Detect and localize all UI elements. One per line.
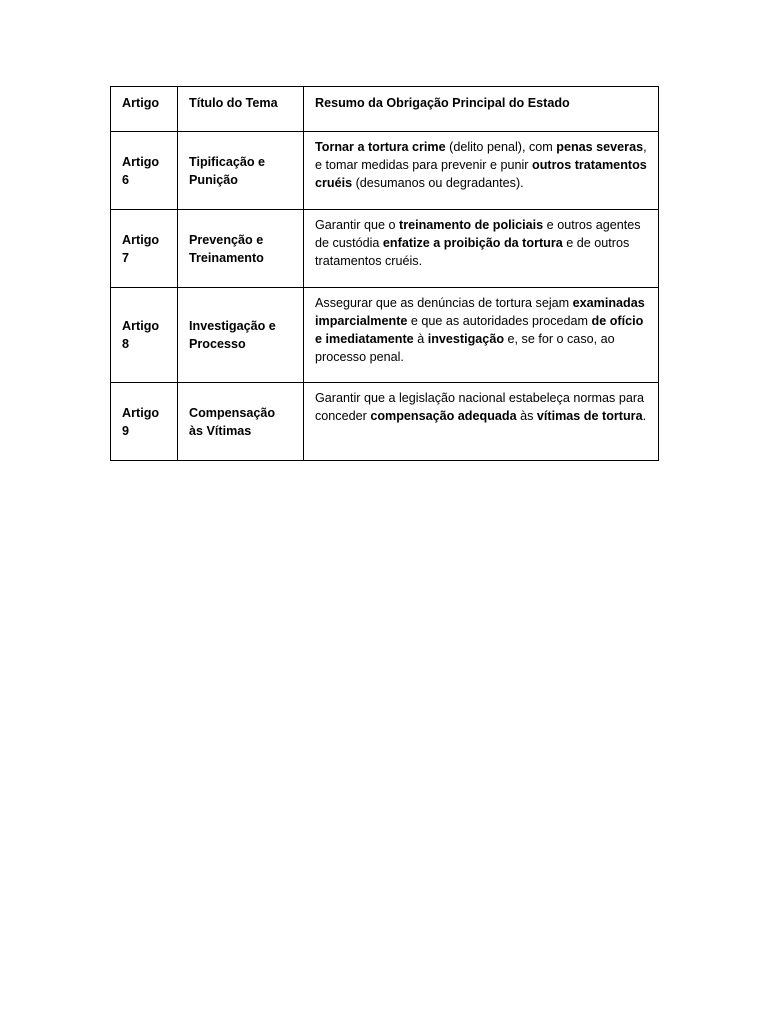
title-cell: Tipificação e Punição: [178, 132, 304, 210]
summary-cell: [304, 288, 659, 383]
summary-emphasis: treinamento de policiais: [399, 218, 544, 232]
summary-emphasis: outros tratamentos cruéis: [315, 158, 647, 190]
summary-cell: [304, 383, 659, 461]
summary-text: Garantir que a legislação nacional estabeleça normas para conceder: [315, 391, 645, 423]
summary-emphasis: compensação adequada: [370, 409, 517, 423]
summary-text: Garantir que o: [315, 218, 400, 232]
table-row: [111, 383, 659, 461]
title-cell: Investigação e Processo: [178, 288, 304, 383]
table-row: [111, 132, 659, 210]
header-title: Título do Tema: [178, 87, 304, 132]
summary-emphasis: enfatize a proibição da tortura: [382, 236, 563, 250]
summary-text: e que as autoridades procedam: [407, 314, 592, 328]
summary-emphasis: Tornar a tortura crime: [315, 140, 446, 154]
summary-emphasis: investigação: [427, 332, 505, 346]
summary-text: , e tomar medidas para prevenir e punir: [315, 140, 647, 172]
summary-text: .: [642, 409, 647, 423]
table-header-row: [111, 87, 659, 132]
summary-cell: [304, 132, 659, 210]
articles-table: [110, 86, 659, 461]
article-cell: Artigo 6: [111, 132, 178, 210]
summary-text: e outros agentes de custódia: [315, 218, 641, 250]
title-cell: Prevenção e Treinamento: [178, 210, 304, 288]
summary-text: à: [413, 332, 428, 346]
summary-text: (desumanos ou degradantes).: [352, 176, 524, 190]
summary-text: e, se for o caso, ao processo penal.: [315, 332, 615, 364]
header-summary: Resumo da Obrigação Principal do Estado: [304, 87, 659, 132]
summary-text: às: [516, 409, 537, 423]
summary-emphasis: de ofício e imediatamente: [315, 314, 644, 346]
article-cell: Artigo 7: [111, 210, 178, 288]
article-cell: Artigo 8: [111, 288, 178, 383]
summary-emphasis: penas severas: [556, 140, 644, 154]
table-row: [111, 210, 659, 288]
summary-text: Assegurar que as denúncias de tortura sejam: [315, 296, 573, 310]
title-cell: Compensação às Vítimas: [178, 383, 304, 461]
summary-emphasis: vítimas de tortura: [536, 409, 643, 423]
summary-cell: [304, 210, 659, 288]
header-article: Artigo: [111, 87, 178, 132]
summary-text: (delito penal), com: [445, 140, 557, 154]
summary-text: e de outros tratamentos cruéis.: [315, 236, 630, 268]
table-row: [111, 288, 659, 383]
article-cell: Artigo 9: [111, 383, 178, 461]
summary-emphasis: examinadas imparcialmente: [315, 296, 645, 328]
